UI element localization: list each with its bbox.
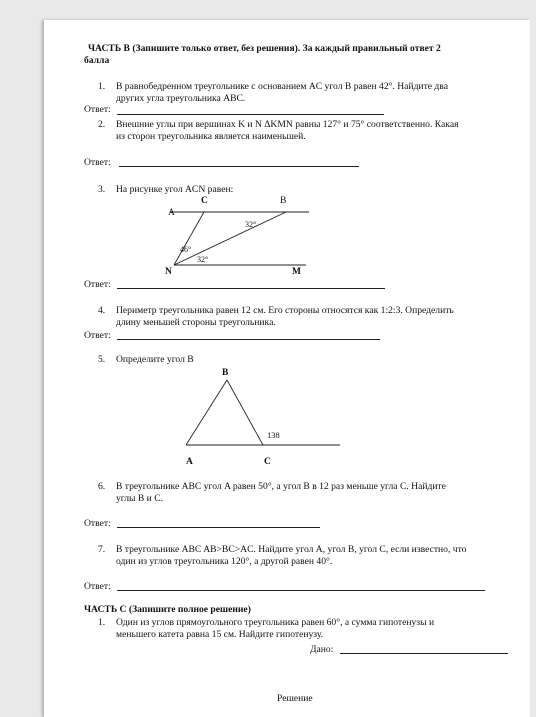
part-c-header: ЧАСТЬ С (Запишите полное решение) [84, 604, 251, 615]
q3-number: 3. [98, 184, 106, 195]
q5-side-ab [186, 380, 227, 445]
q2-answer-label: Ответ: [84, 157, 111, 168]
q3-label-m: M [292, 267, 301, 277]
q1-number: 1. [98, 81, 106, 92]
given-answer-line[interactable] [340, 653, 508, 654]
worksheet-page [44, 20, 530, 717]
q7-number: 7. [98, 544, 106, 555]
q1-text-line1: В равнобедренном треугольнике с основанием AC угол B равен 42°. Найдите два [116, 81, 448, 92]
q4-text-line2: длину меньшей стороны треугольника. [116, 317, 276, 328]
q2-text-line2: из сторон треугольника является наименьшей. [116, 131, 306, 142]
q1-text-line2: других угла треугольника ABC. [116, 93, 246, 104]
part-b-header-cont: балла [84, 55, 110, 66]
q1-answer-label: Ответ: [84, 104, 111, 115]
q5-angle-exterior: 138 [267, 430, 280, 440]
part-c-q1-text-line1: Один из углов прямоугольного треугольника равен 60°, а сумма гипотенузы и [116, 617, 435, 628]
q5-label-c: C [264, 457, 271, 467]
q3-label-b: B [280, 196, 287, 206]
q5-number: 5. [98, 354, 106, 365]
q7-text-line1: В треугольнике ABC AB>BC>AC. Найдите угол A, угол B, угол C, если известно, что [116, 544, 467, 555]
q7-answer-label: Ответ: [84, 581, 111, 592]
q5-text-line1: Определите угол B [116, 354, 194, 365]
q2-text-line1: Внешние углы при вершинах K и N ΔKMN равны 127° и 75° соответственно. Какая [116, 119, 459, 130]
q3-text-line1: На рисунке угол ACN равен: [116, 184, 234, 195]
q3-label-n: N [165, 267, 172, 277]
q3-label-a: A [168, 208, 175, 218]
q3-angle-left: 46° [180, 245, 192, 254]
q6-answer-label: Ответ: [84, 518, 111, 529]
q5-label-a: A [186, 457, 193, 467]
q7-answer-line[interactable] [117, 590, 485, 591]
q3-label-c: C [201, 196, 208, 206]
q4-answer-label: Ответ: [84, 330, 111, 341]
q6-number: 6. [98, 481, 106, 492]
part-c-q1-number: 1. [98, 617, 106, 628]
q6-text-line2: углы В и С. [116, 493, 164, 504]
part-c-q1-text-line2: меньшего катета равна 15 см. Найдите гипотенузу. [116, 629, 324, 640]
part-b-header: ЧАСТЬ В (Запишите только ответ, без решения). За каждый правильный ответ 2 [88, 43, 441, 54]
q6-text-line1: В треугольнике ABC угол A равен 50°, а угол B в 12 раз меньше угла C. Найдите [116, 481, 446, 492]
solution-label: Решение [277, 693, 313, 704]
q6-answer-line[interactable] [117, 527, 320, 528]
q4-number: 4. [98, 305, 106, 316]
q4-text-line1: Периметр треугольника равен 12 см. Его стороны относятся как 1:2:3. Определить [116, 305, 454, 316]
q2-number: 2. [98, 119, 106, 130]
q3-answer-label: Ответ: [84, 279, 111, 290]
q3-angle-top: 32° [245, 220, 257, 229]
given-label: Дано: [310, 644, 334, 655]
q3-angle-bottom: 32° [197, 255, 209, 264]
q5-side-bc [227, 380, 263, 445]
q5-label-b: B [222, 368, 229, 378]
q7-text-line2: один из углов треугольника 120°, а другой равен 40°. [116, 556, 333, 567]
